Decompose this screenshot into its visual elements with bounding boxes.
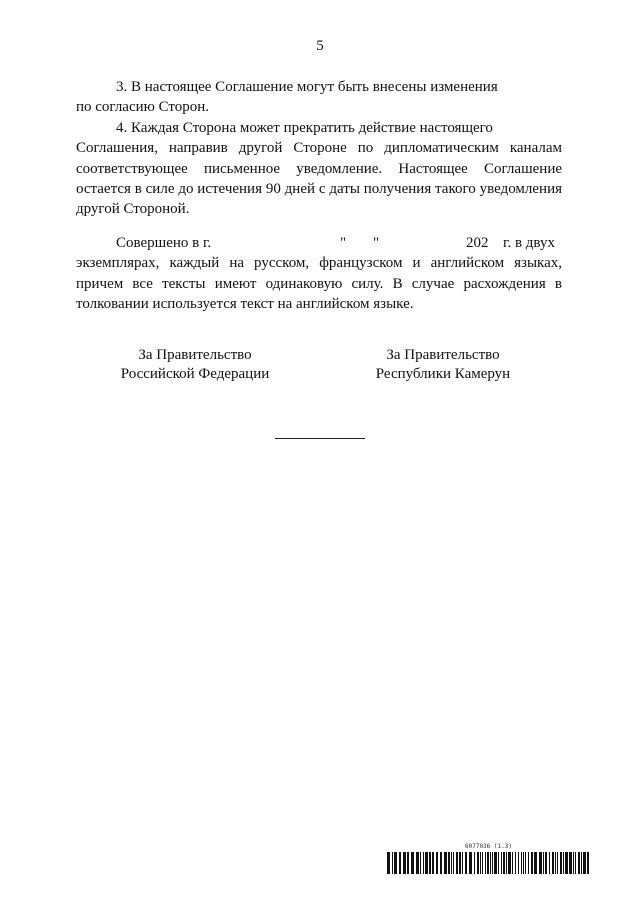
signature-cameroon-line1: За Правительство	[386, 347, 500, 363]
signature-block-russia	[100, 346, 290, 384]
signature-russia-line1: За Правительство	[138, 347, 252, 363]
paragraph-3-first-line: 3. В настоящее Соглашение могут быть внесены изменения	[116, 79, 498, 95]
date-quote-close: "	[373, 235, 380, 251]
done-paragraph-rest: экземплярах, каждый на русском, французском и английском языках, причем все тексты имеют одинаковую силу. В случае расхождения в толковании используется текст на английском языке.	[76, 255, 562, 312]
page-number: 5	[316, 38, 324, 54]
year-field: 202	[466, 235, 489, 251]
done-place-label: Совершено в г.	[116, 235, 212, 251]
done-first-line	[76, 233, 562, 253]
barcode-code: 6077036 (1.3)	[465, 843, 512, 850]
date-quote-open: "	[340, 235, 347, 251]
paragraph-3-rest: по согласию Сторон.	[76, 99, 210, 116]
paragraph-3	[76, 77, 562, 118]
signature-cameroon-line2: Республики Камерун	[375, 366, 511, 382]
paragraph-4-first-line: 4. Каждая Сторона может прекратить действие настоящего	[116, 120, 493, 136]
closing-rule	[275, 438, 365, 439]
barcode-icon	[387, 852, 589, 874]
paragraph-4	[76, 118, 562, 219]
done-paragraph	[76, 233, 562, 314]
signature-russia-line2: Российской Федерации	[120, 366, 270, 382]
done-copies-label: г. в двух	[503, 235, 555, 251]
paragraph-4-rest: Соглашения, направив другой Стороне по дипломатическим каналам соответствующее письменное уведомление. Настоящее Соглашение остается в силе до истечения 90 дней с даты получения такого уведомления другой Стороной.	[76, 140, 562, 218]
signature-block-cameroon	[348, 346, 538, 384]
